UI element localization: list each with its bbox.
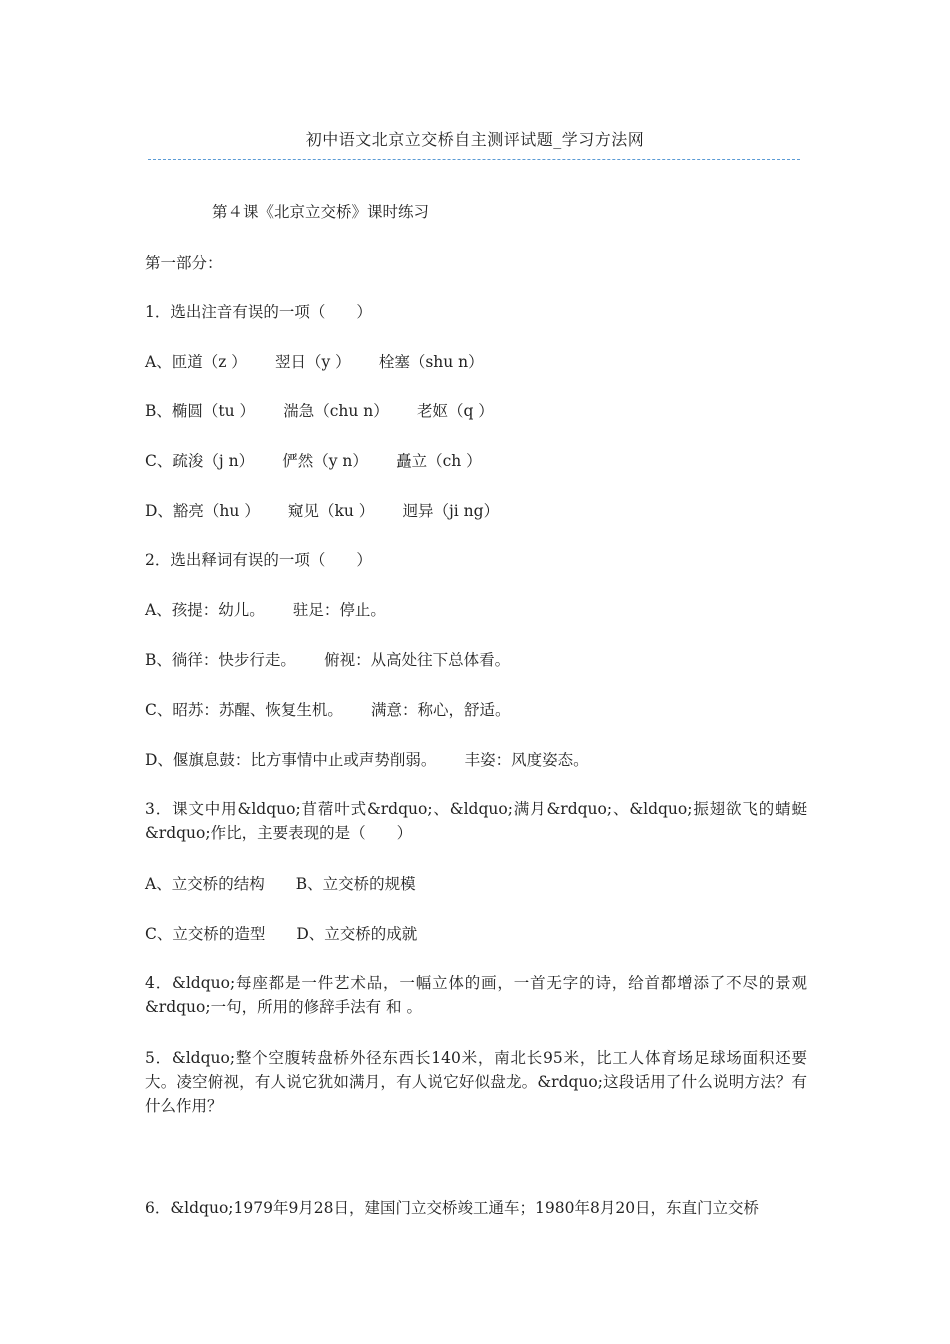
question-2-option-b: B、徜徉：快步行走。 俯视：从高处往下总体看。 xyxy=(145,651,511,669)
question-2-option-d: D、偃旗息鼓：比方事情中止或声势削弱。 丰姿：风度姿态。 xyxy=(145,751,589,769)
question-1-option-b: B、椭圆（tu ） 湍急（chu n） 老妪（q ） xyxy=(145,402,494,420)
question-3-stem: 3．课文中用&ldquo;苜蓿叶式&rdquo;、&ldquo;满月&rdquo;、&ldquo;振翅欲飞的蜻蜓&rdquo;作比，主要表现的是（ ） xyxy=(145,800,807,842)
question-6: 6．&ldquo;1979年9月28日，建国门立交桥竣工通车；1980年8月20日，东直门立交桥 xyxy=(145,1199,760,1217)
question-1-option-a: A、匝道（z ） 翌日（y ） 栓塞（shu n） xyxy=(145,353,484,371)
page-title: 初中语文北京立交桥自主测评试题_学习方法网 xyxy=(305,130,645,149)
lesson-title: 第４课《北京立交桥》课时练习 xyxy=(212,203,430,221)
header-divider xyxy=(148,159,800,160)
question-1-option-c: C、疏浚（j n） 俨然（y n） 矗立（ch ） xyxy=(145,452,482,470)
question-1-option-d: D、豁亮（hu ） 窥见（ku ） 迥异（ji ng） xyxy=(145,502,500,520)
question-2-stem: 2．选出释词有误的一项（ ） xyxy=(145,551,372,569)
question-3-options-cd: C、立交桥的造型 D、立交桥的成就 xyxy=(145,925,418,943)
question-2-option-c: C、昭苏：苏醒、恢复生机。 满意：称心，舒适。 xyxy=(145,701,511,719)
question-2-option-a: A、孩提：幼儿。 驻足：停止。 xyxy=(145,601,386,619)
question-3-options-ab: A、立交桥的结构 B、立交桥的规模 xyxy=(145,875,416,893)
question-4: 4．&ldquo;每座都是一件艺术品，一幅立体的画，一首无字的诗，给首都增添了不尽的景观&rdquo;一句，所用的修辞手法有 和 。 xyxy=(145,974,807,1016)
section-heading: 第一部分： xyxy=(145,254,223,272)
question-5: 5．&ldquo;整个空腹转盘桥外径东西长140米，南北长95米，比工人体育场足球场面积还要大。凌空俯视，有人说它犹如满月，有人说它好似盘龙。&rdquo;这段话用了什么说明方法？有什么作用？ xyxy=(145,1049,807,1115)
question-1-stem: 1．选出注音有误的一项（ ） xyxy=(145,303,372,321)
